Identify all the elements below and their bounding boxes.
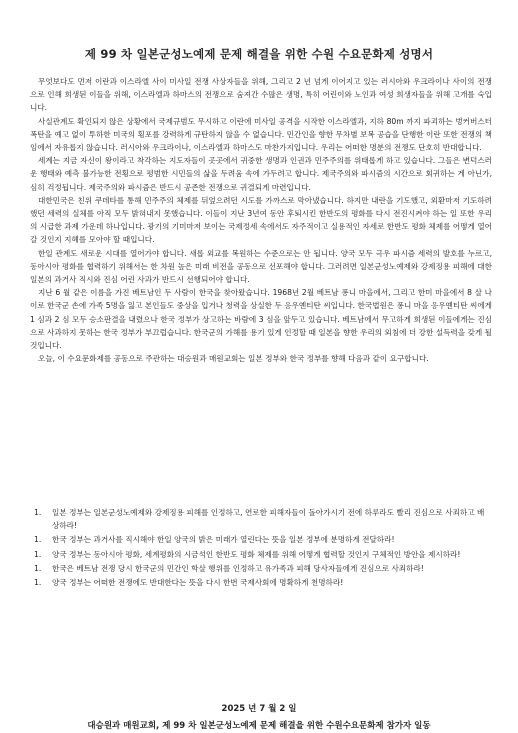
statement-body xyxy=(30,75,492,365)
statement-signers: 대승원과 매원교회, 제 99 차 일본군성노예제 문제 해결을 위한 수원수요문화제 참가자 일동 xyxy=(87,721,431,731)
demand-item xyxy=(34,576,490,589)
statement-title: 제 99 차 일본군성노예제 문제 해결을 위한 수원 수요문화제 성명서 xyxy=(84,47,434,61)
demand-number: 1. xyxy=(34,549,42,559)
statement-date: 2025 년 7 월 2 일 xyxy=(221,704,297,714)
demands-list xyxy=(34,506,490,590)
demand-text: 한국은 베트남 전쟁 당시 한국군의 민간인 학살 행위를 인정하고 유가족과 피해 당사자들에게 진심으로 사죄하라! xyxy=(52,563,424,573)
paragraph: 한일 관계도 새로운 시대를 열어가야 합니다. 새롭 외교를 복원하는 수준으로는 안 됩니다. 양국 모두 극우 파시즘 세력의 발호를 누르고, 동아시아 평화를 협력하기 위해서는 한 차원 높은 미래 비전을 공동으로 선포해야 합니다. 그러려면 일본군성노예제와 강제징용 피해에 대한 일본의 과거사 직시와 진심 어린 사과가 반드시 선행되어야 합니다. xyxy=(30,248,492,285)
paragraph: 지난 6 월 같은 이름을 가진 베트남인 두 사람이 한국을 찾아왔습니다. 1968년 2월 베트남 퐁니 마을에서, 그리고 한미 마을에서 8 살 나이로 한국군 손에 가족 5명을 잃고 본인들도 중상을 입거나 청력을 상실한 두 응우옌티탄 씨입니다. 한국법원은 퐁니 마을 응우옌티탄 씨에게 1 심과 2 심 모두 승소판결을 내렸으나 한국 정부가 상고하는 바람에 3 심을 앞두고 있습니다. 베트남에서 무고하게 희생된 이들에게는 진심으로 사과하지 못하는 한국 정부가 부끄럽습니다. 한국군의 가해를 용기 있게 인정할 때 일본을 향한 우리의 외침에 더 강한 설득력을 갖게 될 것입니다. xyxy=(30,288,492,351)
demand-number: 1. xyxy=(34,535,42,545)
demand-item xyxy=(34,533,490,546)
demand-item xyxy=(34,506,490,532)
demand-item xyxy=(34,548,490,561)
demand-number: 1. xyxy=(34,508,42,517)
demand-text: 한국 정부는 과거사를 직시해야 한일 양국의 밝은 미래가 열린다는 뜻을 일본 정부에 분명하게 전달하라! xyxy=(52,535,395,545)
paragraph: 세계는 지금 자신이 왕이라고 착각하는 지도자들이 곳곳에서 귀중한 생명과 인권과 민주주의를 위태롭게 하고 있습니다. 그들은 변덕스러운 행태와 예측 불가능한 전횡으로 평범한 시민들의 삶을 두려움 속에 가두려고 합니다. 제국주의와 파시즘의 시간으로 회귀하는 게 아닌가, 심히 걱정됩니다. 제국주의와 파시즘은 반드시 공존한 전쟁으로 귀결되게 마련입니다. xyxy=(30,156,492,192)
paragraph: 오늘, 이 수요문화제를 공동으로 주관하는 대승원과 매원교회는 일본 정부와 한국 정부를 향해 다음과 같이 요구합니다. xyxy=(38,354,429,364)
demand-number: 1. xyxy=(34,578,42,588)
demand-text: 양국 정부는 동아시아 평화, 세계평화의 시금석인 한반도 평화 체제를 위해 어떻게 협력할 것인지 구체적인 방안을 제시하라! xyxy=(52,549,461,559)
demand-text: 양국 정부는 어떠한 전쟁에도 반대한다는 뜻을 다시 한번 국제사회에 명확하게 천명하라! xyxy=(52,578,344,588)
paragraph: 사실관계도 확인되지 않은 상황에서 국제규범도 무시하고 이란에 미사일 공격을 시작한 이스라엘과, 지하 80m 까지 파괴하는 벙커버스터 폭탄을 예고 없이 투하한 미국의 횡포를 강력하게 규탄하지 않을 수 없습니다. 민간인을 향한 무차별 보복 공습을 단행한 이란 또한 전쟁의 책임에서 자유롭지 않습니다. 러시아와 우크라이나, 이스라엘과 하마스도 마찬가지입니다. 우리는 어떠한 명분의 전쟁도 단호히 반대합니다. xyxy=(30,116,492,153)
demand-item xyxy=(34,562,490,575)
demand-number: 1. xyxy=(34,563,42,573)
paragraph: 대한민국은 친위 쿠데타를 통해 민주주의 체제를 뒤엎으려던 시도를 가까스로 막아냈습니다. 하지만 내란을 기도했고, 외환마저 기도하려 했던 세력의 실체를 아직 모두 밝혀내지 못했습니다. 이들이 지난 3년여 동안 후퇴시킨 한반도의 평화를 다시 전진시켜야 하는 일 또한 우리의 시급한 과제 가운데 하나입니다. 광기의 기미마저 보이는 국제정세 속에서도 자주적이고 실용적인 자세로 한반도 평화 체제를 어떻게 열어갈 것인지 지혜를 모아야 할 때입니다. xyxy=(30,195,492,245)
paragraph: 무엇보다도 먼저 이란과 이스라엘 사이 미사일 전쟁 사상자들을 위해, 그리고 2 년 넘게 이어지고 있는 러시아와 우크라이나 사이의 전쟁으로 인해 희생된 이들을 위해, 이스라엘과 하마스의 전쟁으로 숨져간 수많은 생명, 특히 어린이와 노인과 여성 희생자들을 위해 고개를 숙입니다. xyxy=(30,77,492,113)
demand-text: 일본 정부는 일본군성노예제와 강제징용 피해를 인정하고, 연로한 피해자들이 돌아가시기 전에 하루라도 빨리 진심으로 사죄하고 배상하라! xyxy=(52,508,485,531)
